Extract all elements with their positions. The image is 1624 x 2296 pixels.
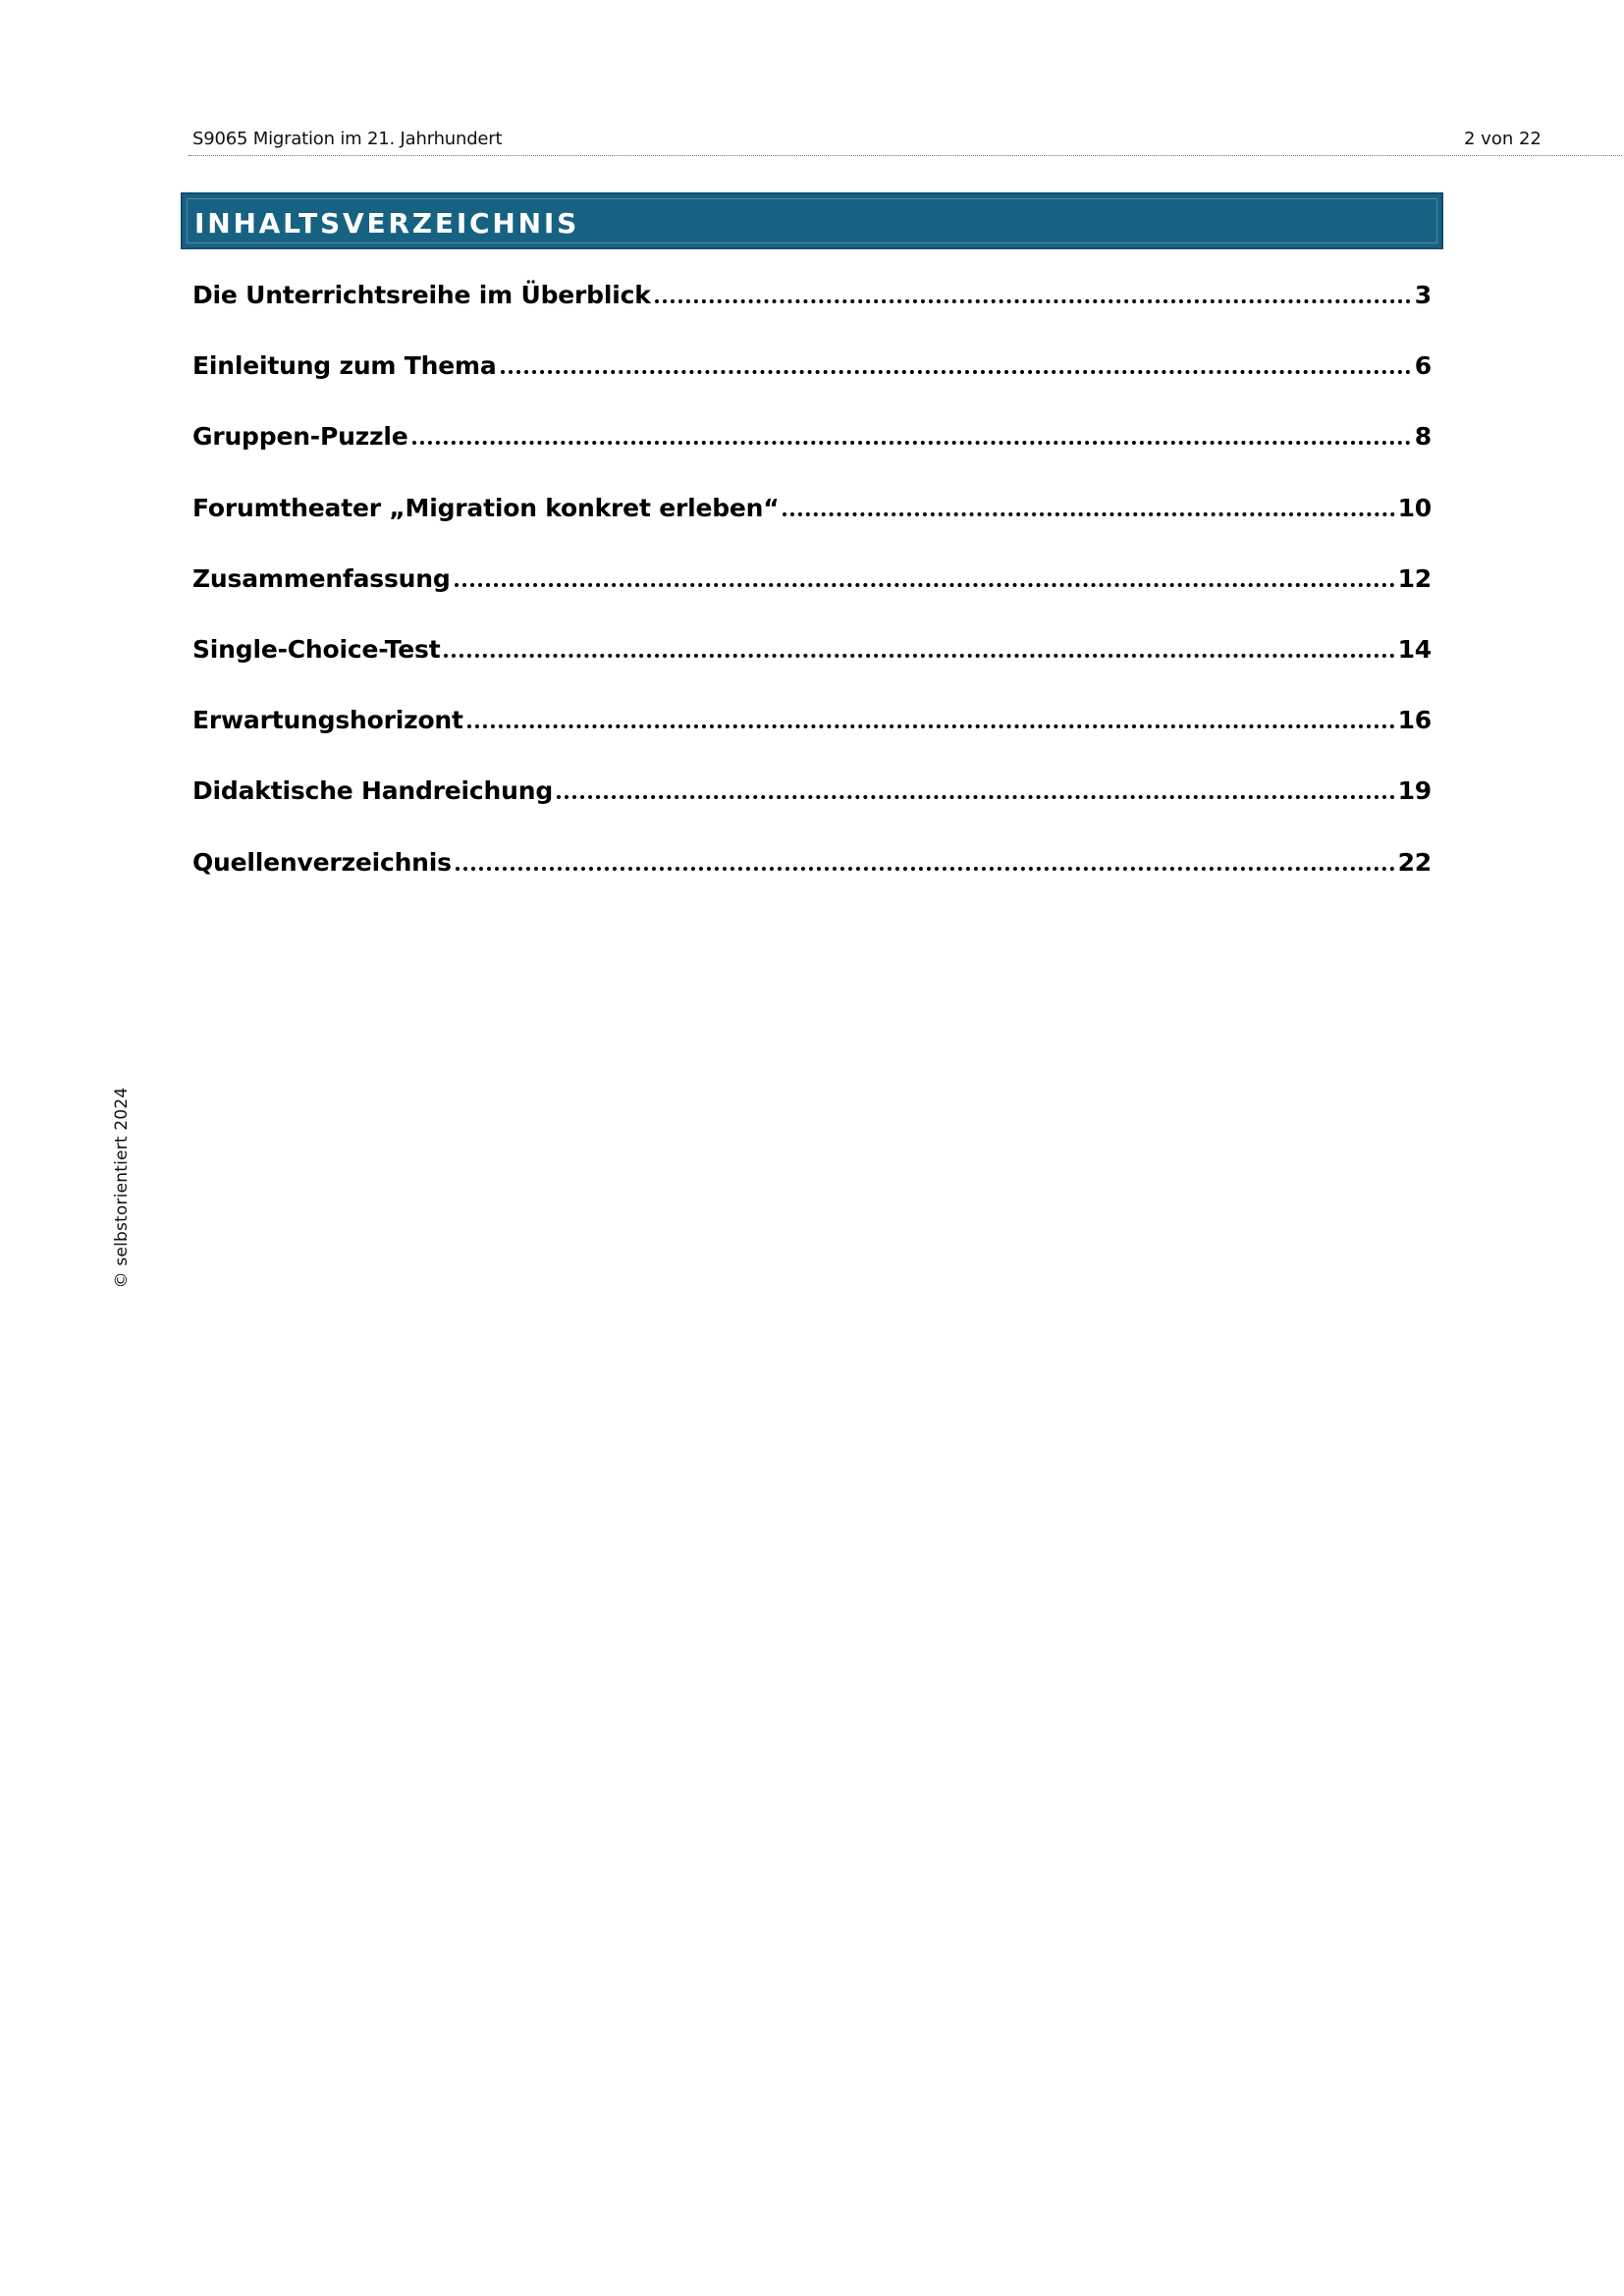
toc-entry-zusammenfassung[interactable] [192,564,1432,635]
toc-entry-title: Zusammenfassung [192,563,451,593]
table-of-contents [192,281,1432,919]
dot-leader [501,370,1411,374]
toc-entry-forumtheater[interactable] [192,494,1432,564]
toc-entry-page: 3 [1414,281,1432,309]
toc-entry-page: 19 [1397,776,1432,806]
toc-entry-title: Erwartungshorizont [192,706,463,735]
toc-entry-title: Die Unterrichtsreihe im Überblick [192,281,651,309]
dot-leader [444,654,1394,658]
toc-entry-page: 14 [1397,634,1432,664]
dot-leader [455,583,1395,587]
dot-leader [412,441,1411,445]
toc-entry-gruppen-puzzle[interactable] [192,422,1432,493]
toc-entry-ueberblick[interactable] [192,281,1432,351]
toc-entry-didaktische-handreichung[interactable] [192,776,1432,847]
toc-entry-title: Quellenverzeichnis [192,847,452,877]
page-number: 2 von 22 [1464,129,1542,149]
toc-entry-single-choice-test[interactable] [192,635,1432,706]
toc-entry-title: Forumtheater „Migration konkret erleben“ [192,493,780,522]
dot-leader [655,299,1411,303]
toc-entry-page: 16 [1397,706,1432,735]
toc-entry-page: 10 [1397,493,1432,522]
toc-entry-title: Single-Choice-Test [192,634,441,664]
toc-entry-page: 6 [1414,351,1432,381]
document-title: S9065 Migration im 21. Jahrhundert [192,129,503,149]
toc-entry-quellenverzeichnis[interactable] [192,848,1432,919]
toc-entry-page: 12 [1397,563,1432,593]
toc-entry-title: Gruppen-Puzzle [192,422,408,452]
toc-entry-title: Einleitung zum Thema [192,351,497,381]
toc-entry-einleitung[interactable] [192,351,1432,422]
dot-leader [456,867,1395,871]
dot-leader [467,724,1395,728]
copyright-notice: © selbstorientiert 2024 [112,1087,132,1289]
toc-entry-erwartungshorizont[interactable] [192,706,1432,776]
toc-entry-page: 22 [1397,847,1432,877]
toc-entry-page: 8 [1414,422,1432,452]
toc-heading: INHALTSVERZEICHNIS [194,207,580,240]
toc-entry-title: Didaktische Handreichung [192,776,554,806]
page-header [189,124,1622,156]
dot-leader [557,795,1395,799]
toc-heading-banner [181,192,1443,249]
dot-leader [783,512,1394,516]
